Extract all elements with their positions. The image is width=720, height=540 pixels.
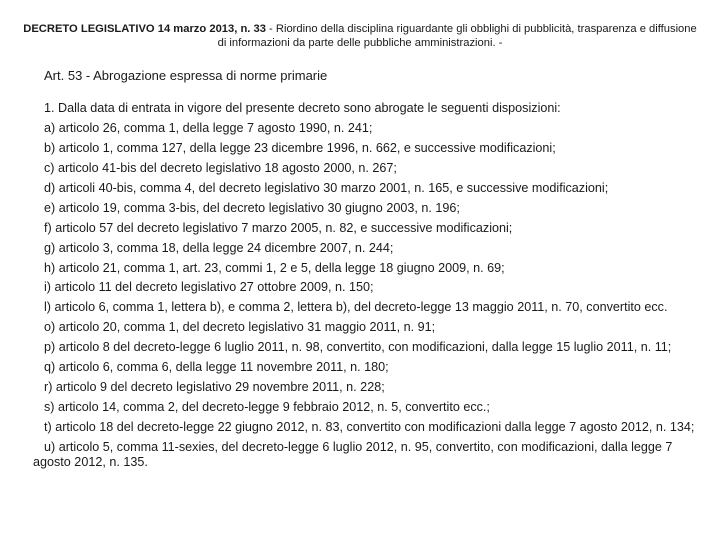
list-item: c) articolo 41-bis del decreto legislativo 18 agosto 2000, n. 267; — [44, 161, 397, 176]
document-header — [20, 22, 700, 50]
list-item: b) articolo 1, comma 127, della legge 23 dicembre 1996, n. 662, e successive modificazioni; — [44, 141, 556, 156]
paragraph-intro: 1. Dalla data di entrata in vigore del presente decreto sono abrogate le seguenti disposizioni: — [44, 101, 561, 115]
list-item: s) articolo 14, comma 2, del decreto-legge 9 febbraio 2012, n. 5, convertito ecc.; — [44, 399, 490, 414]
list-item: e) articolo 19, comma 3-bis, del decreto legislativo 30 giugno 2003, n. 196; — [44, 200, 460, 215]
article-title: Art. 53 - Abrogazione espressa di norme primarie — [44, 68, 328, 83]
list-item: r) articolo 9 del decreto legislativo 29 novembre 2011, n. 228; — [44, 379, 385, 394]
list-item: p) articolo 8 del decreto-legge 6 luglio 2011, n. 98, convertito, con modificazioni, dalla legge 15 luglio 2011, n. 11; — [44, 340, 672, 355]
decree-subtitle: - Riordino della disciplina riguardante gli obblighi di pubblicità, trasparenza e diffusione di informazioni da parte delle pubbliche amministrazioni. - — [217, 23, 697, 49]
article-body — [33, 101, 701, 475]
list-item: u) articolo 5, comma 11-sexies, del decreto-legge 6 luglio 2012, n. 95, convertito, con modificazioni, dalla legge 7 agosto 2012, n. 135. — [33, 439, 673, 469]
list-item: g) articolo 3, comma 18, della legge 24 dicembre 2007, n. 244; — [44, 240, 394, 255]
list-item: q) articolo 6, comma 6, della legge 11 novembre 2011, n. 180; — [44, 359, 389, 374]
list-item: t) articolo 18 del decreto-legge 22 giugno 2012, n. 83, convertito con modificazioni dalla legge 7 agosto 2012, n. 134; — [44, 419, 695, 434]
list-item: a) articolo 26, comma 1, della legge 7 agosto 1990, n. 241; — [44, 121, 373, 136]
list-item: d) articoli 40-bis, comma 4, del decreto legislativo 30 marzo 2001, n. 165, e successive modificazioni; — [44, 180, 609, 195]
list-item: l) articolo 6, comma 1, lettera b), e comma 2, lettera b), del decreto-legge 13 maggio 2011, n. 70, convertito ecc. — [44, 300, 668, 315]
list-item: o) articolo 20, comma 1, del decreto legislativo 31 maggio 2011, n. 91; — [44, 320, 436, 335]
list-item: h) articolo 21, comma 1, art. 23, commi 1, 2 e 5, della legge 18 giugno 2009, n. 69; — [44, 260, 505, 275]
decree-title: DECRETO LEGISLATIVO 14 marzo 2013, n. 33 — [23, 23, 266, 35]
list-item: f) articolo 57 del decreto legislativo 7 marzo 2005, n. 82, e successive modificazioni; — [44, 220, 513, 235]
list-item: i) articolo 11 del decreto legislativo 27 ottobre 2009, n. 150; — [44, 280, 374, 295]
